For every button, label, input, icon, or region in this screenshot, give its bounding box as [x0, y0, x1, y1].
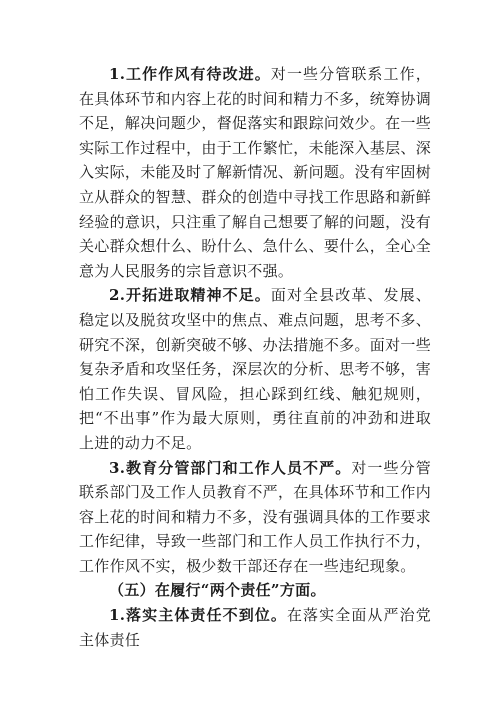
paragraph-lead: 2.开拓进取精神不足。 — [109, 286, 271, 305]
document-body — [79, 62, 431, 652]
paragraph-text: 在落实全面从严治党主体责任 — [79, 606, 431, 649]
paragraph-text: 面对全县改革、发展、稳定以及脱贫攻坚中的焦点、难点问题，思考不多、研究不深，创新突破不够、办法措施不多。面对一些复杂矛盾和攻坚任务，深层次的分析、思考不够，害怕工作失误、冒风险，担心踩到红线、触犯规则，把“不出事”作为最大原则，勇往直前的冲劲和进取上进的动力不足。 — [79, 286, 431, 452]
paragraph-lead: 3.教育分管部门和工作人员不严。 — [109, 458, 352, 477]
paragraph-lead: 1.工作作风有待改进。 — [109, 65, 271, 83]
paragraph-work-style — [79, 62, 431, 283]
paragraph-lead: 1.落实主体责任不到位。 — [109, 606, 287, 625]
paragraph-pioneering-spirit — [79, 283, 431, 455]
paragraph-text: 对一些分管联系部门及工作人员教育不严，在具体环节和工作内容上花的时间和精力不多，没有强调具体的工作要求工作纪律，导致一些部门和工作人员工作执行不力，工作作风不实，极少数干部还存在一些违纪现象。 — [79, 458, 431, 575]
paragraph-text: 对一些分管联系工作，在具体环节和内容上花的时间和精力不多，统筹协调不足，解决问题少，督促落实和跟踪问效少。在一些实际工作过程中，由于工作繁忙，未能深入基层、深入实际，未能及时了解新情况、新问题。没有牢固树立从群众的智慧、群众的创造中寻找工作思路和新鲜经验的意识，只注重了解自己想要了解的问题，没有关心群众想什么、盼什么、急什么、要什么，全心全意为人民服务的宗旨意识不强。 — [79, 65, 431, 280]
section-heading: （五）在履行“两个责任”方面。 — [109, 581, 326, 600]
paragraph-main-responsibility — [79, 603, 431, 652]
paragraph-staff-education — [79, 456, 431, 579]
